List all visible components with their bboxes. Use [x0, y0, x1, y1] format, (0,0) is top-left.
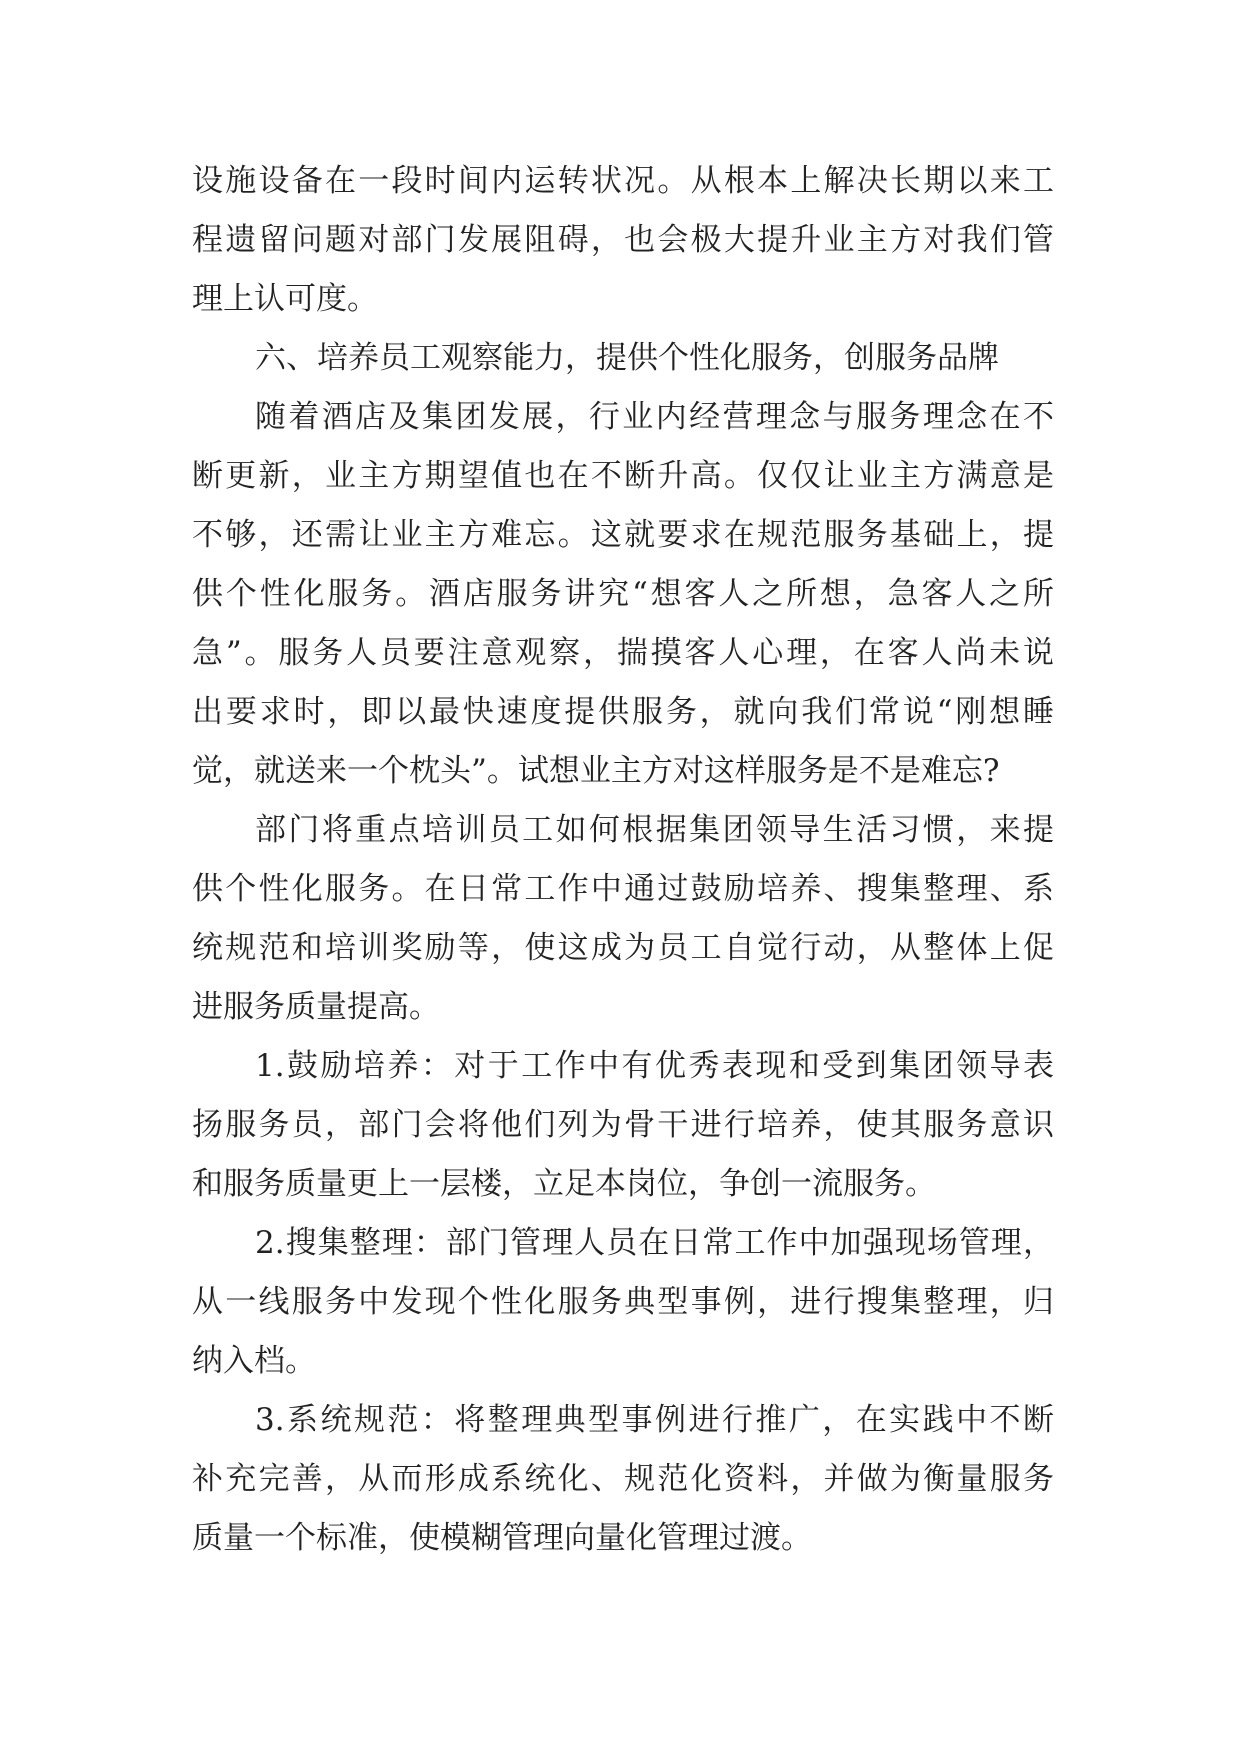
text-line: 出要求时，即以最快速度提供服务，就向我们常说“刚想睡	[192, 694, 1054, 730]
text-line: 从一线服务中发现个性化服务典型事例，进行搜集整理，归	[192, 1284, 1054, 1320]
paragraph	[192, 801, 1054, 1037]
list-item	[192, 1037, 1054, 1214]
text-line: 2.搜集整理：部门管理人员在日常工作中加强现场管理，	[255, 1225, 1054, 1261]
text-line: 质量一个标准，使模糊管理向量化管理过渡。	[192, 1520, 812, 1556]
heading-line: 六、培养员工观察能力，提供个性化服务，创服务品牌	[255, 340, 999, 376]
text-line: 急”。服务人员要注意观察，揣摸客人心理，在客人尚未说	[192, 635, 1054, 671]
paragraph	[192, 388, 1054, 801]
text-line: 供个性化服务。酒店服务讲究“想客人之所想，急客人之所	[192, 576, 1054, 612]
document-body	[192, 152, 1054, 1568]
text-line: 不够，还需让业主方难忘。这就要求在规范服务基础上，提	[192, 517, 1054, 553]
text-line: 供个性化服务。在日常工作中通过鼓励培养、搜集整理、系	[192, 871, 1054, 907]
text-line: 扬服务员，部门会将他们列为骨干进行培养，使其服务意识	[192, 1107, 1054, 1143]
text-line: 3.系统规范：将整理典型事例进行推广，在实践中不断	[255, 1402, 1054, 1438]
list-item	[192, 1214, 1054, 1391]
text-line: 随着酒店及集团发展，行业内经营理念与服务理念在不	[255, 399, 1054, 435]
section-heading	[192, 329, 1054, 388]
text-line: 1.鼓励培养：对于工作中有优秀表现和受到集团领导表	[255, 1048, 1054, 1084]
text-line: 和服务质量更上一层楼，立足本岗位，争创一流服务。	[192, 1166, 936, 1202]
text-line: 程遗留问题对部门发展阻碍，也会极大提升业主方对我们管	[192, 222, 1054, 258]
text-line: 理上认可度。	[192, 281, 378, 317]
text-line: 部门将重点培训员工如何根据集团领导生活习惯，来提	[255, 812, 1054, 848]
paragraph	[192, 152, 1054, 329]
text-line: 进服务质量提高。	[192, 989, 440, 1025]
text-line: 统规范和培训奖励等，使这成为员工自觉行动，从整体上促	[192, 930, 1054, 966]
text-line: 补充完善，从而形成系统化、规范化资料，并做为衡量服务	[192, 1461, 1054, 1497]
text-line: 设施设备在一段时间内运转状况。从根本上解决长期以来工	[192, 163, 1054, 199]
text-line: 纳入档。	[192, 1343, 316, 1379]
list-item	[192, 1391, 1054, 1568]
text-line: 觉，就送来一个枕头”。试想业主方对这样服务是不是难忘?	[192, 753, 1000, 789]
text-line: 断更新，业主方期望值也在不断升高。仅仅让业主方满意是	[192, 458, 1054, 494]
